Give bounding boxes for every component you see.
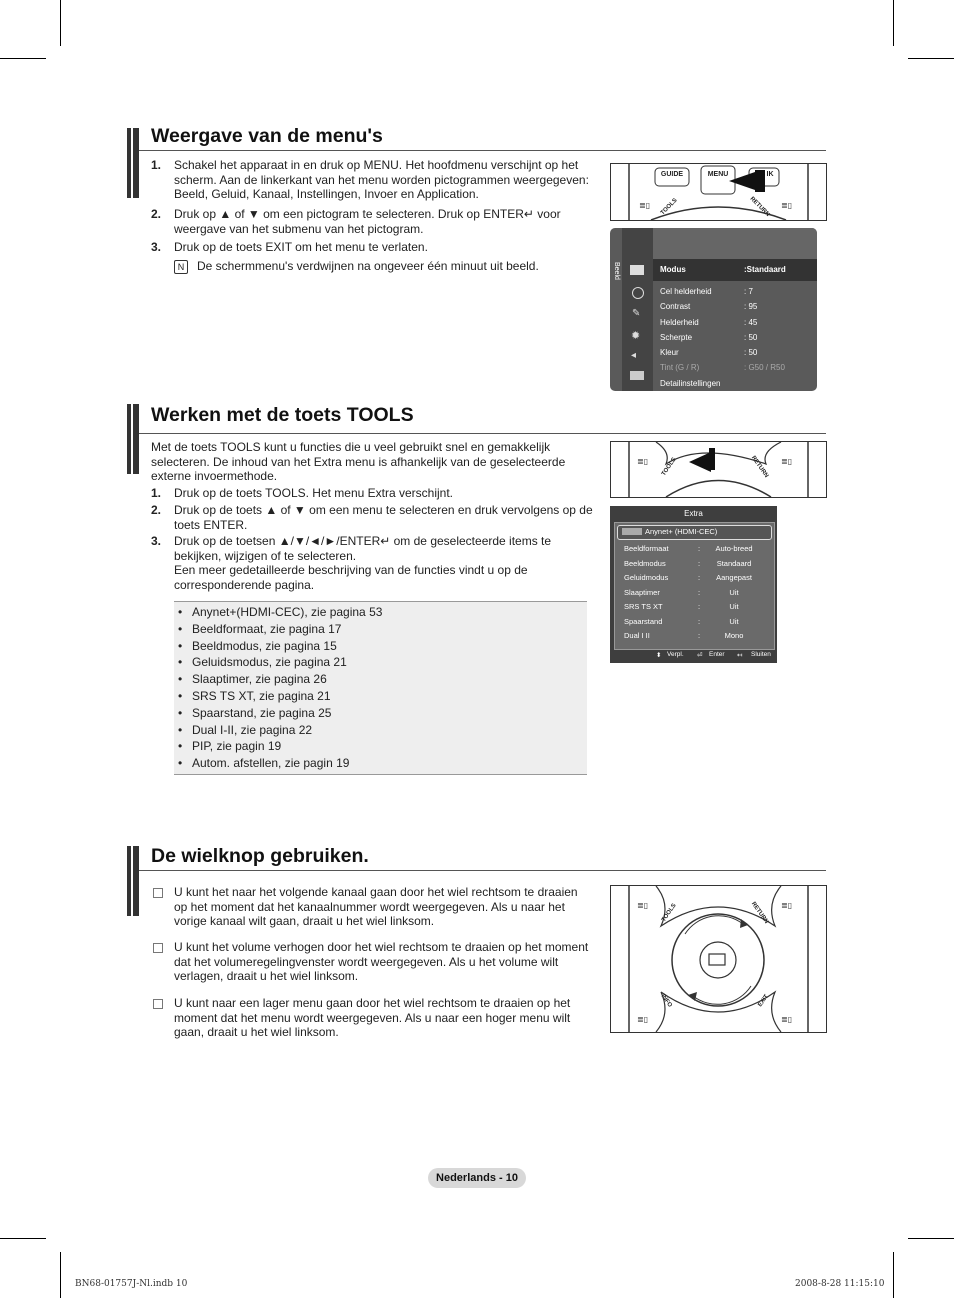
section-rule: [139, 150, 826, 151]
list-item: • Beeldmodus, zie pagina 15: [178, 638, 587, 655]
return-label: RETURN: [749, 455, 770, 479]
section-title: Werken met de toets TOOLS: [151, 404, 414, 426]
menu-glyph-icon: ≣▯: [637, 457, 649, 466]
osd-row-label: Scherpte: [660, 332, 693, 342]
section-bar: [127, 128, 139, 198]
enter-label: Enter: [709, 651, 725, 658]
footer-file: BN68-01757J-Nl.indb 10: [75, 1279, 188, 1289]
osd-row-label: Detailinstellingen: [660, 378, 721, 388]
osd-row-label: Contrast: [660, 302, 691, 312]
osd-row-label: Cel helderheid: [660, 287, 712, 296]
tools-label: TOOLS: [659, 197, 679, 217]
osd-row-label: Spaarstand: [624, 616, 663, 626]
list-item: • Beeldformaat, zie pagina 17: [178, 621, 587, 638]
intro-line: selecteren. De inhoud van het Extra menu is afhankelijk van de geselecteerde: [151, 454, 566, 469]
intro-line: externe invoermethode.: [151, 469, 278, 484]
menu-glyph-icon: ≣▯: [781, 201, 793, 210]
step-number: 2.: [151, 207, 162, 221]
step-line: toets ENTER.: [174, 517, 248, 532]
osd-title: Extra: [684, 509, 703, 518]
anynet-icon: [622, 528, 642, 535]
step-text: [174, 158, 614, 202]
step-number: 3.: [151, 240, 162, 254]
note-icon: N: [174, 260, 188, 274]
list-item: • Autom. afstellen, zie pagin 19: [178, 755, 587, 772]
bullet-line: dat het volumeregelingvenster wordt weergegeven. Als u het volume wilt: [174, 954, 559, 969]
step-line: Beeld, Geluid, Kanaal, Instellingen, Invoer en Application.: [174, 187, 479, 202]
list-item: • Slaaptimer, zie pagina 26: [178, 671, 587, 688]
step-number: 2.: [151, 503, 162, 517]
ik-button: IK: [766, 171, 774, 178]
osd-row-label: Helderheid: [660, 317, 699, 327]
tools-label: TOOLS: [660, 902, 678, 924]
osd-row: [660, 284, 810, 391]
crop-mark: [60, 1252, 61, 1298]
list-item: • Geluidsmodus, zie pagina 21: [178, 654, 587, 671]
bullet-line: U kunt het naar het volgende kanaal gaan door het wiel rechtsom te draaien: [174, 885, 578, 899]
close-label: Sluiten: [751, 651, 771, 658]
bullet-line: U kunt het volume verhogen door het wiel rechtsom te draaien op het moment: [174, 940, 589, 954]
bullet-square-icon: [153, 999, 163, 1009]
crop-mark: [908, 58, 954, 59]
osd-mode-label: Modus: [660, 265, 686, 274]
footer-timestamp: 2008-8-28 11:15:10: [795, 1279, 885, 1289]
osd-row-item: Beeldmodus : Standaard: [624, 557, 769, 572]
step-line: weergave van het submenu van het pictogram.: [174, 221, 424, 236]
osd-row-item: [660, 299, 810, 314]
osd-extra-menu: [610, 506, 777, 663]
osd-row-item: Geluidmodus : Aangepast: [624, 571, 769, 586]
return-label: RETURN: [749, 901, 770, 925]
list-item: • Spaarstand, zie pagina 25: [178, 705, 587, 722]
osd-row-item: [660, 330, 810, 345]
move-label: Verpl.: [667, 651, 684, 658]
osd-row-value: : 7: [744, 287, 753, 296]
menu-glyph-icon: ≣▯: [637, 1015, 649, 1024]
osd-row-value: Uit: [729, 602, 739, 611]
menu-glyph-icon: ≣▯: [781, 1015, 793, 1024]
bullet-square-icon: [153, 943, 163, 953]
page-label: Nederlands - 10: [428, 1168, 526, 1188]
crop-mark: [0, 1238, 46, 1239]
osd-row-value: Uit: [729, 587, 739, 597]
osd-row-item: [660, 360, 810, 375]
osd-mode-value: :Standaard: [744, 265, 786, 274]
osd-row-label: Dual I II: [624, 631, 650, 640]
osd-row-value: : 50: [744, 348, 758, 358]
list-item: • PIP, zie pagin 19: [178, 738, 587, 755]
osd-row-value: : 95: [744, 302, 758, 312]
osd-row-value: Aangepast: [716, 573, 752, 582]
step-text: [174, 534, 604, 592]
list-item: • SRS TS XT, zie pagina 21: [178, 688, 587, 705]
remote-illustration-menu: [610, 163, 827, 221]
intro-text: [151, 440, 601, 484]
section-title: De wielknop gebruiken.: [151, 845, 369, 867]
picture-icon: [630, 265, 644, 275]
bullet-line: verlagen, draait u het wiel linksom.: [174, 969, 359, 984]
step-text: [174, 503, 604, 532]
updown-icon: ⬍: [656, 652, 662, 659]
bullet-item: [151, 940, 611, 984]
tools-list-box: [174, 601, 587, 775]
step-line: corresponderende pagina.: [174, 577, 315, 592]
crop-mark: [0, 58, 46, 59]
osd-row-value: : 45: [744, 317, 758, 327]
guide-button: GUIDE: [660, 171, 684, 178]
bullet-line: vorige kanaal wilt gaan, draait u het wiel linksom.: [174, 914, 435, 929]
section-rule: [139, 433, 826, 434]
osd-row-item: SRS TS XT : Uit: [624, 600, 769, 615]
osd-selected-label: Anynet+ (HDMI-CEC): [645, 527, 718, 536]
osd-row-item: [660, 284, 810, 299]
intro-line: Met de toets TOOLS kunt u functies die u veel gebruikt snel en gemakkelijk: [151, 440, 551, 454]
crop-mark: [60, 0, 61, 46]
bullet-line: gaan, draait u het wiel linksom.: [174, 1025, 339, 1040]
crop-mark: [893, 0, 894, 46]
bullet-square-icon: [153, 888, 163, 898]
osd-row-value: Mono: [724, 631, 744, 640]
note-text: De schermmenu's verdwijnen na ongeveer één minuut uit beeld.: [197, 259, 539, 273]
menu-button: MENU: [707, 171, 729, 178]
osd-header-bar: [653, 228, 817, 259]
osd-row-item: Spaarstand : Uit: [624, 615, 769, 630]
osd-row-label: Slaaptimer: [624, 587, 660, 597]
step-line: bekijken, wijzigen of te selecteren.: [174, 548, 357, 563]
step-number: 3.: [151, 534, 162, 548]
crop-mark: [908, 1238, 954, 1239]
exit-icon: ↤: [737, 652, 743, 659]
osd-row-item: Slaaptimer : Uit: [624, 586, 769, 601]
step-line: scherm. Aan de linkerkant van het menu worden pictogrammen weergegeven:: [174, 172, 589, 187]
step-line: Druk op de toetsen ▲/▼/◄/►/ENTER↵ om de geselecteerde items te: [174, 534, 552, 548]
return-label: RETURN: [748, 196, 771, 218]
bullet-line: U kunt naar een lager menu gaan door het wiel rechtsom te draaien op het: [174, 996, 571, 1010]
remote-illustration-wheel: [610, 885, 827, 1033]
osd-row-item: [660, 345, 810, 360]
remote-illustration-tools: [610, 441, 827, 498]
bullet-line: op het moment dat het kanaalnummer wordt weergegeven. Als u naar het: [174, 899, 565, 914]
osd-row-label: SRS TS XT: [624, 602, 663, 611]
list-item: • Anynet+(HDMI-CEC), zie pagina 53: [178, 604, 587, 621]
tools-label: TOOLS: [660, 456, 678, 478]
application-icon: [630, 371, 644, 380]
osd-row-label: Beeldformaat: [624, 544, 669, 553]
osd-row-label: Geluidmodus: [624, 573, 669, 582]
remote-drawing: [611, 442, 826, 497]
osd-row-value: Standaard: [716, 558, 752, 568]
menu-glyph-icon: ≣▯: [639, 201, 651, 210]
osd-row-value: : 50: [744, 332, 758, 342]
step-line: Een meer gedetailleerde beschrijving van de functies vindt u op de: [174, 563, 528, 578]
osd-row-label: Tint (G / R): [660, 363, 700, 373]
step-number: 1.: [151, 158, 162, 172]
menu-glyph-icon: ≣▯: [637, 901, 649, 910]
input-icon: ◂: [631, 350, 637, 361]
osd-picture-menu: [610, 228, 817, 391]
section-bar: [127, 846, 139, 916]
settings-icon: ✹: [631, 330, 641, 342]
channel-icon: ✎: [632, 308, 641, 319]
info-label: INFO: [659, 993, 673, 1009]
crop-mark: [893, 1252, 894, 1298]
osd-rows: [624, 542, 769, 644]
osd-row-value: : G50 / R50: [744, 363, 785, 373]
section-title: Weergave van de menu's: [151, 125, 383, 147]
menu-glyph-icon: ≣▯: [781, 457, 793, 466]
osd-row-item: [660, 315, 810, 330]
osd-side-label: Beeld: [613, 262, 620, 280]
osd-row-item: Dual I II : Mono: [624, 629, 769, 644]
tools-list: [174, 602, 587, 772]
menu-glyph-icon: ≣▯: [781, 901, 793, 910]
step-line: Druk op de toets ▲ of ▼ om een menu te selecteren en druk vervolgens op de: [174, 503, 593, 517]
bullet-line: moment dat het menu wordt weergegeven. Als u naar een hoger menu wilt: [174, 1010, 571, 1025]
osd-row-label: Beeldmodus: [624, 558, 666, 568]
section-rule: [139, 870, 826, 871]
bullet-item: [151, 885, 611, 929]
bullet-item: [151, 996, 611, 1040]
osd-row-value: Auto-breed: [715, 544, 753, 553]
section-bar: [127, 404, 139, 474]
list-item: • Dual I-II, zie pagina 22: [178, 722, 587, 739]
step-line: Druk op ▲ of ▼ om een pictogram te selecteren. Druk op ENTER↵ voor: [174, 207, 561, 221]
step-number: 1.: [151, 486, 162, 500]
remote-drawing: [611, 886, 826, 1032]
step-text: Druk op de toets TOOLS. Het menu Extra verschijnt.: [174, 486, 454, 500]
osd-row-label: Kleur: [660, 348, 679, 358]
exit-label: EXIT: [757, 993, 770, 1009]
step-text: [174, 207, 614, 236]
osd-row-item: Beeldformaat : Auto-breed: [624, 542, 769, 557]
osd-row-item: [660, 376, 810, 391]
sound-icon: [632, 287, 644, 299]
step-text: Druk op de toets EXIT om het menu te verlaten.: [174, 240, 428, 254]
osd-row-value: Uit: [729, 616, 739, 626]
enter-icon: ⏎: [697, 652, 703, 659]
step-line: Schakel het apparaat in en druk op MENU. Het hoofdmenu verschijnt op het: [174, 158, 579, 172]
